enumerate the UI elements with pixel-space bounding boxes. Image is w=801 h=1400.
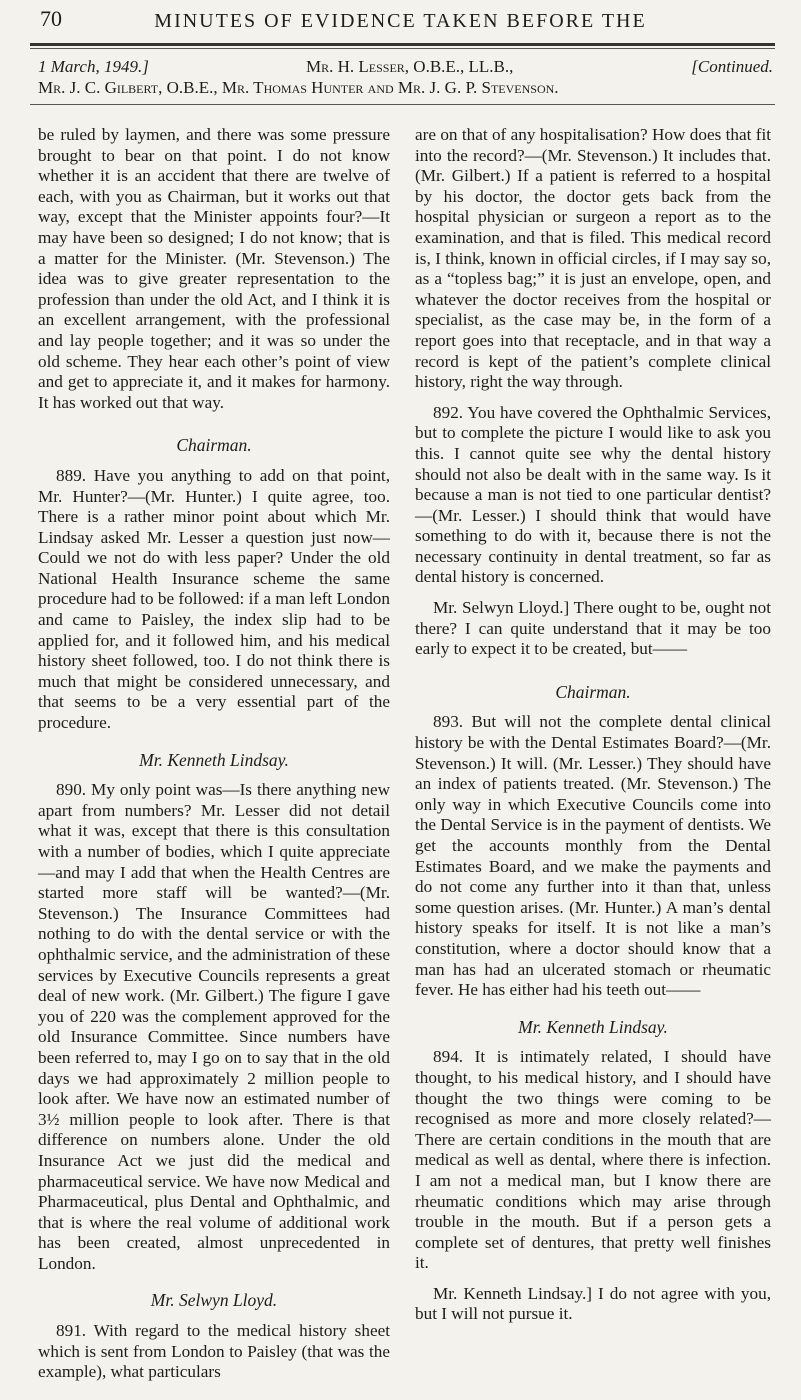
right-column <box>415 125 771 1335</box>
speaker-heading: Chairman. <box>176 435 252 456</box>
paragraph: 894. It is intimately related, I should have thought, to his medical history, and I should have thought the two things were coming to be recognised as more and more closely related?—There are certain conditions in the mouth that are medical as well as dental, where there is infection. I am not a medical man, but I know there are rheumatic conditions which may arise through trouble in the mouth. But if a person gets a complete set of dentures, that pretty well finishes it. <box>415 1047 771 1273</box>
speaker-heading: Mr. Kenneth Lindsay. <box>139 749 289 770</box>
session-info <box>38 56 773 98</box>
left-column <box>38 125 390 1393</box>
paragraph: 891. With regard to the medical history sheet which is sent from London to Paisley (that was the example), what particulars <box>38 1321 390 1382</box>
continued-marker: [Continued. <box>691 57 773 76</box>
witnesses-line-1: Mr. H. Lesser, O.B.E., LL.B., <box>306 57 514 76</box>
paragraph: are on that of any hospitalisation? How does that fit into the record?—(Mr. Stevenson.) It includes that. (Mr. Gilbert.) If a patient is referred to a hospital by his doctor, the doctor gets back from the hospital physician or surgeon a report as to the examination, and that is filed. This medical record is, I think, known in official circles, if I may say so, as a “topless bag;” it is just an envelope, open, and whatever the doctor receives from the hospital or specialist, as the case may be, in the form of a report goes into that receptacle, and in that way a record is kept of the patient’s complete clinical history, right the way through. <box>415 125 771 392</box>
paragraph: Mr. Kenneth Lindsay.] I do not agree with you, but I will not pursue it. <box>415 1283 771 1324</box>
speaker-heading: Mr. Selwyn Lloyd. <box>150 1290 278 1311</box>
header-rule-thin <box>30 48 775 49</box>
header-rule <box>30 43 775 46</box>
speaker-heading: Mr. Kenneth Lindsay. <box>518 1016 668 1037</box>
witnesses-line-2: Mr. J. C. Gilbert, O.B.E., Mr. Thomas Hunter and Mr. J. G. P. Stevenson. <box>38 78 559 97</box>
paragraph: 892. You have covered the Ophthalmic Services, but to complete the picture I would like to ask you this. I cannot quite see why the dental history should not also be dealt with in the same way. Is it because a man is not tied to one particular dentist?—(Mr. Lesser.) I should think that would have something to do with it, because there is not the necessary continuity in dental treatment, so far as dental history is concerned. <box>415 402 771 587</box>
running-head <box>0 4 801 44</box>
session-date: 1 March, 1949.] <box>38 57 149 76</box>
paragraph: be ruled by laymen, and there was some pressure brought to bear on that point. I do not know whether it is an accident that there are twelve of each, with you as Chairman, but it works out that way, except that the Minister appoints four?—It may have been so designed; I do not know; that is a matter for the Minister. (Mr. Stevenson.) The idea was to give greater representation to the profession than under the old Act, and I think it is an excellent arrangement, with the professional and lay people together; and it was so under the old scheme. They hear each other’s point of view and get to appreciate it, and it makes for harmony. It has worked out that way. <box>38 125 390 412</box>
page-number: 70 <box>40 6 62 31</box>
session-rule <box>30 104 775 105</box>
speaker-heading: Chairman. <box>555 681 631 702</box>
paragraph: 890. My only point was—Is there anything new apart from numbers? Mr. Lesser did not detail what it was, except that there is this consultation with a number of bodies, which I quite appreciate—and may I add that when the Health Centres are started more staff will be wanted?—(Mr. Stevenson.) The Insurance Committees had nothing to do with the dental service or with the ophthalmic service, and the administration of these services by Executive Councils represents a great deal of new work. (Mr. Gilbert.) The figure I gave you of 220 was the complement approved for the old Insurance Committee. Since numbers have been referred to, may I go on to say that in the old days we had approximately 2 million people to look after. We have now an estimated number of 3½ million people to look after. There is that difference on numbers alone. Under the old Insurance Act we just did the medical and pharmaceutical service. We have now Medical and Pharmaceutical, plus Dental and Ophthalmic, and that is where the real volume of additional work has been created, almost unprecedented in London. <box>38 780 390 1273</box>
paragraph: 893. But will not the complete dental clinical history be with the Dental Estimates Board?—(Mr. Stevenson.) It will. (Mr. Lesser.) They should have an index of patients treated. (Mr. Stevenson.) The only way in which Executive Councils come into the Dental Service is in the payment of dentists. We get the accounts monthly from the Dental Estimates Board, and we make the payments and do not come any further into it than that, unless some question arises. (Mr. Hunter.) A man’s dental history speaks for itself. It is not like a man’s constitution, where a doctor should know that a man has had an ulcerated stomach or rheumatic fever. He has either had his teeth out—— <box>415 712 771 1000</box>
paragraph: 889. Have you anything to add on that point, Mr. Hunter?—(Mr. Hunter.) I quite agree, too. There is a rather minor point about which Mr. Lindsay asked Mr. Lesser a question just now—Could we not do with less paper? Under the old National Health Insurance scheme the same procedure had to be followed: if a man left London and came to Paisley, the index slip had to be applied for, and it followed him, and his medical history sheet followed, too. I do not think there is much that might be considered unnecessary, and that seems to be a very essential part of the procedure. <box>38 465 390 733</box>
running-title: MINUTES OF EVIDENCE TAKEN BEFORE THE <box>154 10 647 32</box>
paragraph: Mr. Selwyn Lloyd.] There ought to be, ought not there? I can quite understand that it may be too early to expect it to be created, but—— <box>415 598 771 659</box>
